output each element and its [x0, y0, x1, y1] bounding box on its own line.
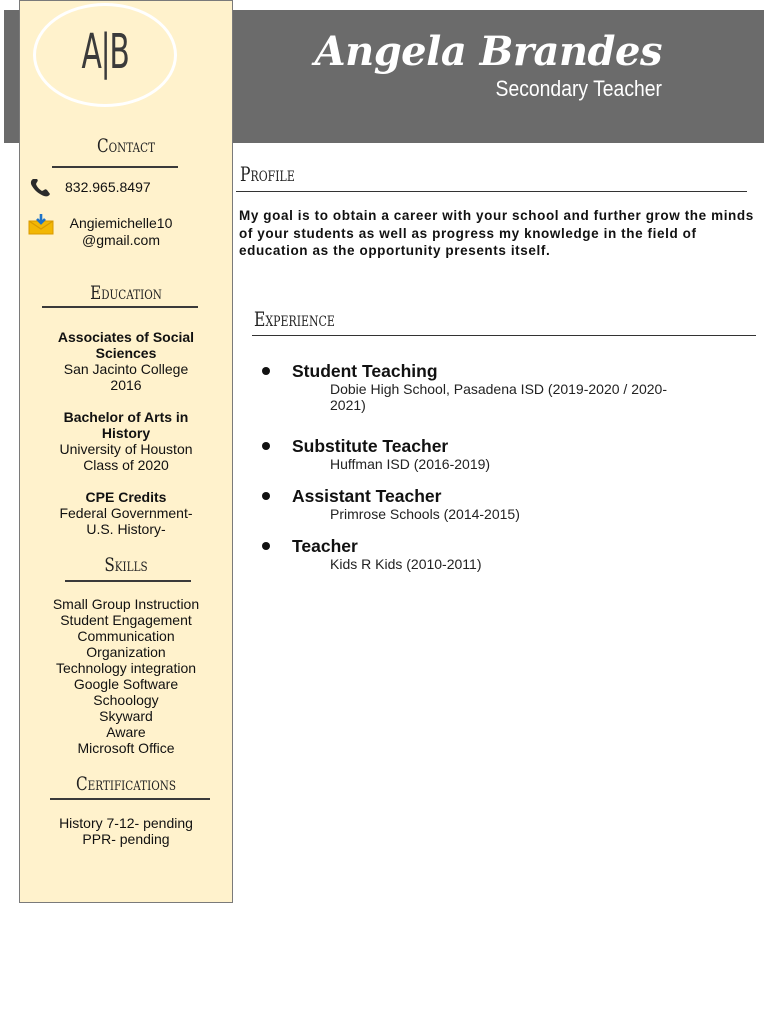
- email-line-2: @gmail.com: [81, 232, 160, 248]
- experience-rule: [252, 335, 756, 336]
- education-year-2: Class of 2020: [83, 457, 169, 473]
- education-degree-2b: History: [101, 425, 151, 441]
- certification-item: History 7-12- pending: [59, 815, 193, 831]
- certification-item: PPR- pending: [82, 831, 170, 847]
- experience-title: Student Teaching: [292, 361, 438, 381]
- skill-item: Skyward: [99, 708, 153, 724]
- email-line-1: Angiemichelle10: [69, 215, 173, 231]
- skill-item: Student Engagement: [60, 612, 192, 628]
- monogram-circle: [33, 3, 177, 107]
- experience-title: Assistant Teacher: [292, 486, 442, 506]
- skill-item: Microsoft Office: [77, 740, 175, 756]
- education-year-1: 2016: [110, 377, 142, 393]
- skill-item: Google Software: [73, 676, 179, 692]
- experience-heading: Experience: [254, 307, 335, 331]
- education-school-2: University of Houston: [59, 441, 193, 457]
- resume-job-title: Secondary Teacher: [495, 76, 662, 101]
- experience-title: Teacher: [292, 536, 358, 556]
- education-degree-3: CPE Credits: [85, 489, 167, 505]
- education-degree-1b: Sciences: [95, 345, 157, 361]
- skill-item: Aware: [106, 724, 146, 740]
- experience-detail: Kids R Kids (2010-2011): [330, 556, 482, 572]
- skills-heading: Skills: [104, 554, 148, 576]
- skill-item: Small Group Instruction: [52, 596, 200, 612]
- phone-icon: [28, 176, 54, 198]
- bullet-icon: [262, 542, 270, 550]
- education-degree-2a: Bachelor of Arts in: [63, 409, 189, 425]
- skill-item: Schoology: [93, 692, 159, 708]
- skills-rule: [65, 580, 191, 582]
- phone-number: 832.965.8497: [65, 179, 151, 195]
- education-school-3: Federal Government-: [59, 505, 193, 521]
- profile-rule: [236, 191, 747, 192]
- monogram-text: A|B: [81, 24, 129, 80]
- experience-title: Substitute Teacher: [292, 436, 449, 456]
- profile-text: My goal is to obtain a career with your school and further grow the minds of your students as well as progress my knowledge in the field of education as the opportunity presents itself.: [239, 208, 754, 258]
- contact-rule: [52, 166, 178, 168]
- certifications-heading: Certifications: [76, 773, 176, 795]
- skill-item: Communication: [77, 628, 175, 644]
- education-degree-1a: Associates of Social: [57, 329, 195, 345]
- sidebar: [19, 0, 233, 903]
- experience-detail: Primrose Schools (2014-2015): [330, 506, 520, 522]
- skill-item: Organization: [86, 644, 166, 660]
- education-heading: Education: [90, 282, 162, 304]
- education-school-1: San Jacinto College: [63, 361, 189, 377]
- education-rule: [42, 306, 198, 308]
- contact-heading: Contact: [96, 135, 156, 157]
- profile-heading: Profile: [240, 162, 295, 186]
- certifications-rule: [50, 798, 210, 800]
- resume-name: Angela Brandes: [314, 28, 662, 75]
- experience-detail: Huffman ISD (2016-2019): [330, 456, 491, 472]
- bullet-icon: [262, 492, 270, 500]
- bullet-icon: [262, 367, 270, 375]
- education-year-3: U.S. History-: [86, 521, 166, 537]
- bullet-icon: [262, 442, 270, 450]
- skill-item: Technology integration: [55, 660, 197, 676]
- experience-detail: Dobie High School, Pasadena ISD (2019-2020 / 2020-2021): [330, 381, 667, 413]
